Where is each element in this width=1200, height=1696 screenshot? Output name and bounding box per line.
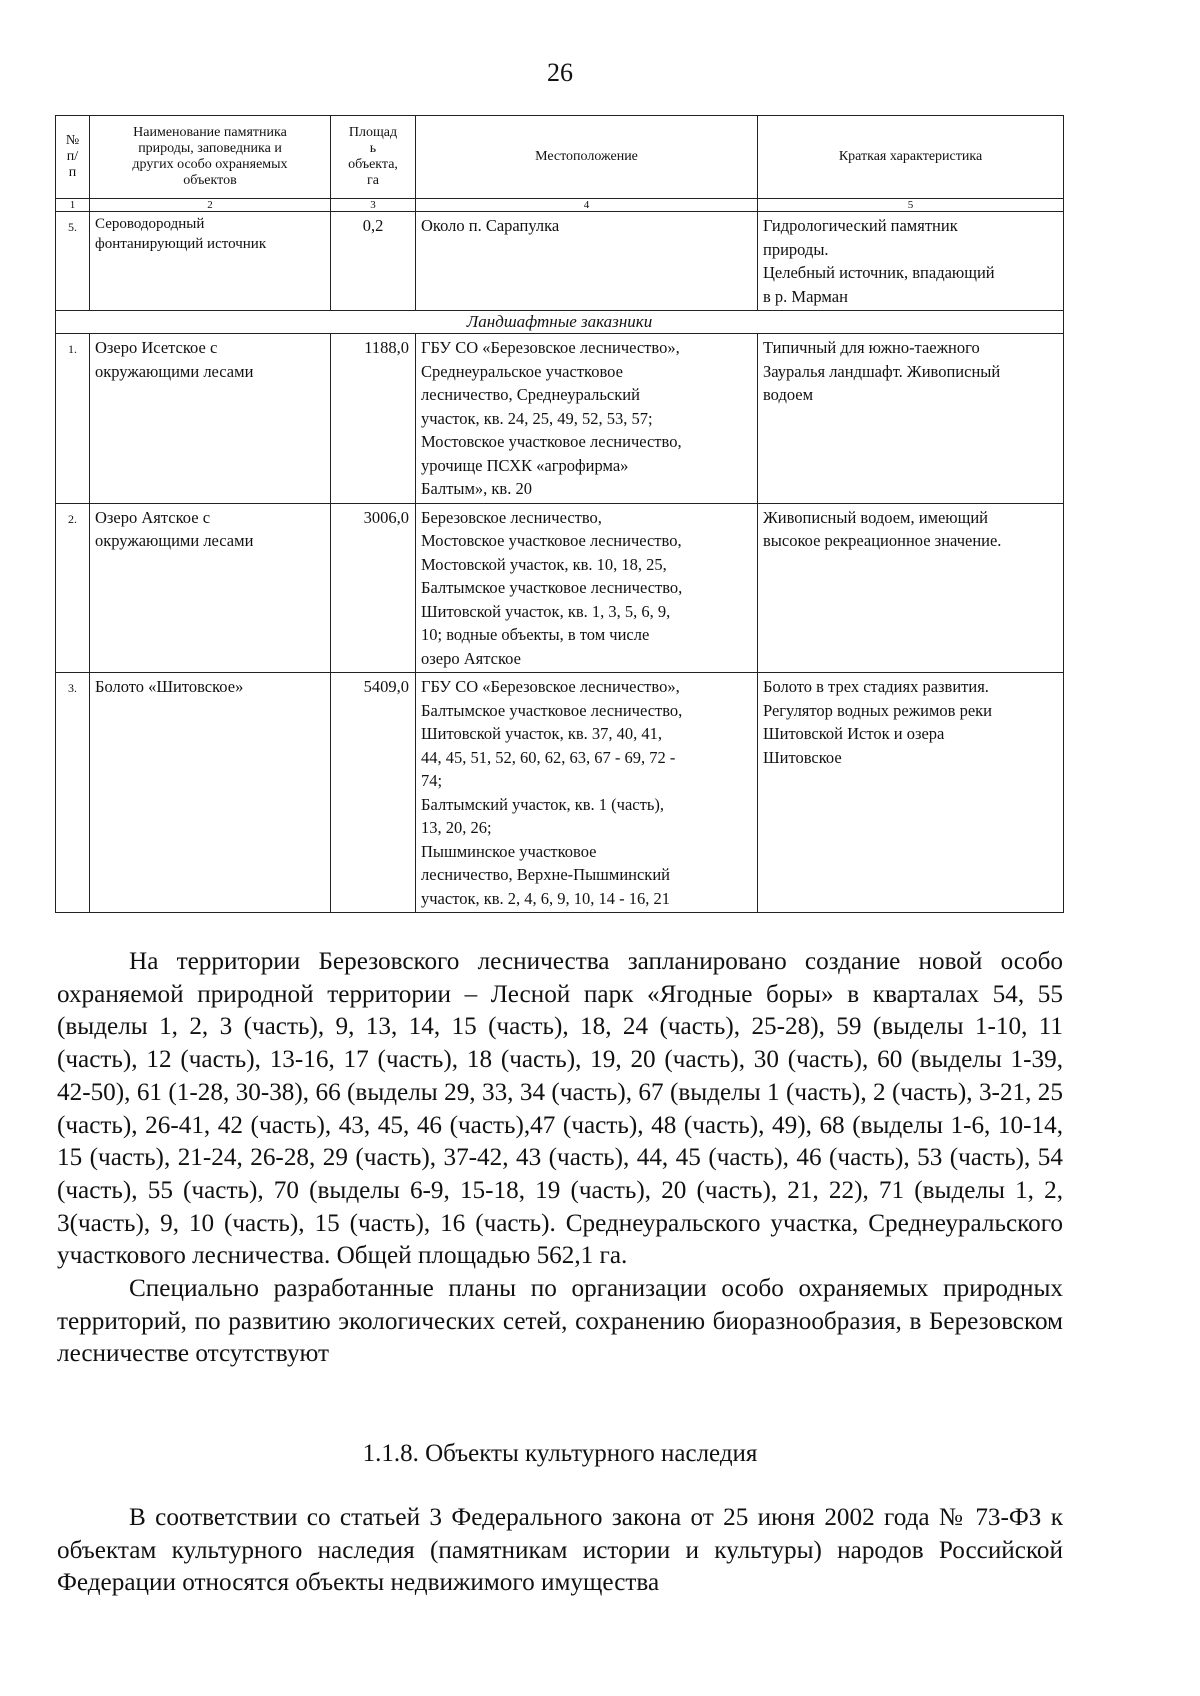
column-number: 2 — [90, 199, 331, 212]
header-num: № п/ п — [56, 116, 90, 199]
row-number: 5. — [56, 212, 90, 311]
row-location: Березовское лесничество, Мостовское участковое лесничество, Мостовской участок, кв. 10, 18, 25, Балтымское участковое лесничество, Шитовской участок, кв. 1, 3, 5, 6, 9, 10; водные объекты, в том числе озеро Аятское — [416, 503, 758, 673]
section-row — [56, 311, 1064, 334]
paragraph: В соответствии со статьей 3 Федерального закона от 25 июня 2002 года № 73-ФЗ к объектам культурного наследия (памятникам истории и культуры) народов Российской Федерации относятся объекты недвижимого имущества — [57, 1504, 1063, 1597]
row-area: 3006,0 — [331, 503, 416, 673]
paragraph: На территории Березовского лесничества запланировано создание новой особо охраняемой природной территории – Лесной парк «Ягодные боры» в кварталах 54, 55 (выделы 1, 2, 3 (часть), 9, 13, 14, 15 (часть), 18, 24 (часть), 25-28), 59 (выделы 1-10, 11 (часть), 12 (часть), 13-16, 17 (часть), 18 (часть), 19, 20 (часть), 30 (часть), 60 (выделы 1-39, 42-50), 61 (1-28, 30-38), 66 (выделы 29, 33, 34 (часть), 67 (выделы 1 (часть), 2 (часть), 3-21, 25 (часть), 26-41, 42 (часть), 43, 45, 46 (часть),47 (часть), 48 (часть), 49), 68 (выделы 1-6, 10-14, 15 (часть), 21-24, 26-28, 29 (часть), 37-42, 43 (часть), 44, 45 (часть), 46 (часть), 53 (часть), 54 (часть), 55 (часть), 70 (выделы 6-9, 15-18, 19 (часть), 20 (часть), 21, 22), 71 (выделы 1, 2, 3(часть), 9, 10 (часть), 15 (часть), 16 (часть). Среднеуральского участка, Среднеуральского участкового лесничества. Общей площадью 562,1 га. — [57, 948, 1063, 1270]
row-location: ГБУ СО «Березовское лесничество», Балтымское участковое лесничество, Шитовской участок, кв. 37, 40, 41, 44, 45, 51, 52, 60, 62, 63, 67 - 69, 72 - 74; Балтымский участок, кв. 1 (часть), 13, 20, 26; Пышминское участковое лесничество, Верхне-Пышминский участок, кв. 2, 4, 6, 9, 10, 14 - 16, 21 — [416, 673, 758, 913]
table-row — [56, 212, 1064, 311]
section-heading: 1.1.8. Объекты культурного наследия — [362, 1440, 758, 1467]
table-row — [56, 503, 1064, 673]
column-number: 5 — [758, 199, 1064, 212]
row-number: 3. — [56, 673, 90, 913]
row-description: Живописный водоем, имеющий высокое рекреационное значение. — [758, 503, 1064, 673]
row-name: Озеро Аятское с окружающими лесами — [90, 503, 331, 673]
row-number: 1. — [56, 334, 90, 504]
row-number: 2. — [56, 503, 90, 673]
row-description: Гидрологический памятник природы. Целебный источник, впадающий в р. Марман — [758, 212, 1064, 311]
table-header-row — [56, 116, 1064, 199]
header-description: Краткая характеристика — [758, 116, 1064, 199]
table-row — [56, 673, 1064, 913]
header-name: Наименование памятника природы, заповедника и других особо охраняемых объектов — [90, 116, 331, 199]
row-description: Типичный для южно-таежного Зауралья ландшафт. Живописный водоем — [758, 334, 1064, 504]
header-location: Местоположение — [416, 116, 758, 199]
body-text — [57, 946, 1063, 1371]
header-area: Площад ь объекта, га — [331, 116, 416, 199]
table-row — [56, 334, 1064, 504]
column-number-row — [56, 199, 1064, 212]
row-name: Болото «Шитовское» — [90, 673, 331, 913]
row-description: Болото в трех стадиях развития. Регулятор водных режимов реки Шитовской Исток и озера Шитовское — [758, 673, 1064, 913]
protected-areas-table — [55, 115, 1064, 913]
section-title: Ландшафтные заказники — [56, 311, 1064, 334]
page-number: 26 — [547, 58, 573, 87]
row-area: 1188,0 — [331, 334, 416, 504]
row-area: 0,2 — [331, 212, 416, 311]
row-name: Сероводородный фонтанирующий источник — [90, 212, 331, 311]
column-number: 4 — [416, 199, 758, 212]
row-location: ГБУ СО «Березовское лесничество», Среднеуральское участковое лесничество, Среднеуральский участок, кв. 24, 25, 49, 52, 53, 57; Мостовское участковое лесничество, урочище ПСХК «агрофирма» Балтым», кв. 20 — [416, 334, 758, 504]
row-name: Озеро Исетское с окружающими лесами — [90, 334, 331, 504]
column-number: 1 — [56, 199, 90, 212]
row-location: Около п. Сарапулка — [416, 212, 758, 311]
row-area: 5409,0 — [331, 673, 416, 913]
paragraph: Специально разработанные планы по организации особо охраняемых природных территорий, по развитию экологических сетей, сохранению биоразнообразия, в Березовском лесничестве отсутствуют — [57, 1275, 1063, 1368]
body-text — [57, 1502, 1063, 1600]
column-number: 3 — [331, 199, 416, 212]
